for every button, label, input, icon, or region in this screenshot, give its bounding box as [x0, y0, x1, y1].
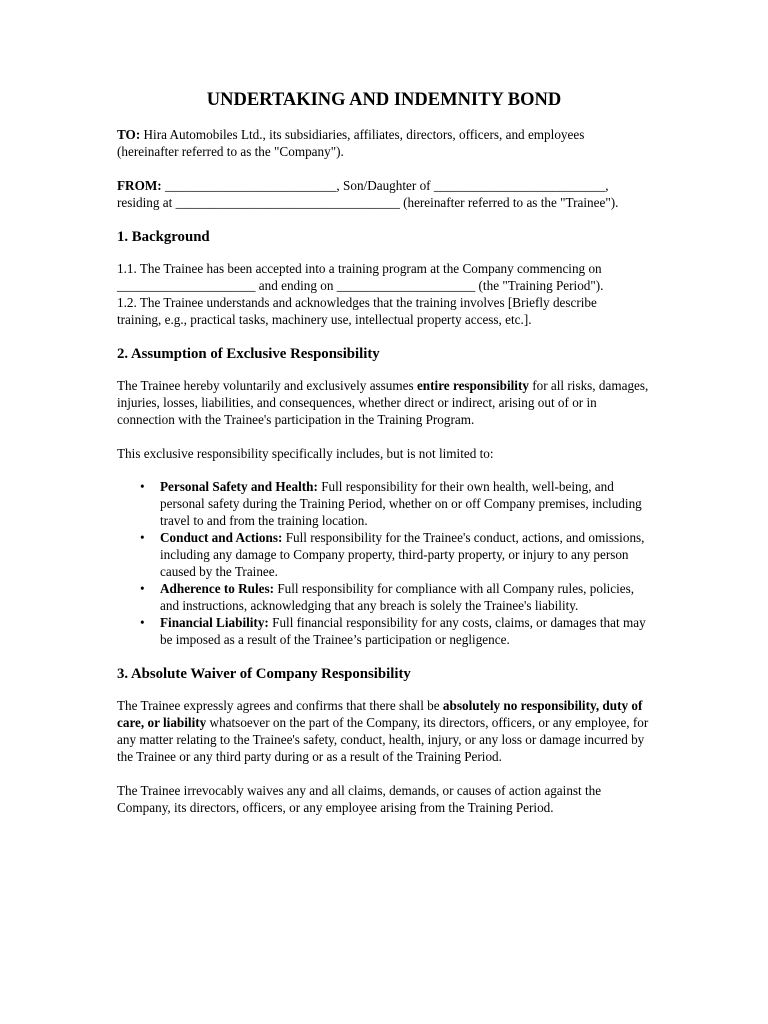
section-3-para-1-bold: absolutely no responsibility, duty of care, or liability [117, 698, 643, 730]
list-item [117, 529, 651, 580]
from-line-2: residing at __________________________________ (hereinafter referred to as the "Trainee"). [117, 195, 619, 210]
clause-1-2-line-1: 1.2. The Trainee understands and acknowledges that the training involves [Briefly describe [117, 295, 597, 310]
list-item-text: Full responsibility for their own health, well-being, and personal safety during the Training Period, whether on or off Company premises, including travel to and from the training location. [160, 479, 642, 528]
section-3-para-1-start: The Trainee expressly agrees and confirms that there shall be [117, 698, 443, 713]
section-2-para-1-start: The Trainee hereby voluntarily and exclusively assumes [117, 378, 417, 393]
bullet-icon: • [140, 615, 145, 630]
list-item-term: Financial Liability: [160, 615, 269, 630]
list-item [117, 478, 651, 529]
section-1-clause-1 [117, 260, 651, 294]
document-title: UNDERTAKING AND INDEMNITY BOND [206, 90, 562, 110]
bullet-icon: • [140, 581, 145, 596]
list-item-term: Conduct and Actions: [160, 530, 283, 545]
section-2-paragraph-2: This exclusive responsibility specifically includes, but is not limited to: [117, 446, 494, 461]
section-1-heading: 1. Background [117, 229, 210, 245]
section-3-paragraph-1 [117, 697, 651, 765]
to-line-2: (hereinafter referred to as the "Company"). [117, 144, 344, 159]
section-3-paragraph-2: The Trainee irrevocably waives any and all claims, demands, or causes of action against the Company, its directors, officers, or any employee arising from the Training Period. [117, 783, 602, 815]
bullet-icon: • [140, 479, 145, 494]
section-3-para-1-end: whatsoever on the part of the Company, its directors, officers, or any employee, for any matter relating to the Trainee's safety, conduct, health, injury, or any loss or damage incurred by the Trainee or any third party during or as a result of the Training Period. [117, 715, 649, 764]
document-page [117, 88, 651, 816]
clause-1-1-line-1: 1.1. The Trainee has been accepted into a training program at the Company commencing on [117, 261, 602, 276]
responsibility-list [117, 478, 651, 648]
clause-1-1-line-2: _____________________ and ending on _____________________ (the "Training Period"). [117, 278, 604, 293]
section-2-paragraph-1 [117, 377, 651, 428]
to-block [117, 126, 651, 160]
from-label: FROM: [117, 178, 162, 193]
to-line-1: Hira Automobiles Ltd., its subsidiaries, affiliates, directors, officers, and employees [140, 127, 585, 142]
bullet-icon: • [140, 530, 145, 545]
from-block [117, 177, 651, 211]
list-item-term: Adherence to Rules: [160, 581, 275, 596]
section-2-para-1-end: for all risks, damages, injuries, losses, liabilities, and consequences, whether direct or indirect, arising out of or in connection with the Trainee's participation in the Training Program. [117, 378, 649, 427]
list-item-term: Personal Safety and Health: [160, 479, 318, 494]
list-item-text: Full responsibility for the Trainee's conduct, actions, and omissions, including any damage to Company property, third-party property, or injury to any person caused by the Trainee. [160, 530, 645, 579]
section-1-clause-2 [117, 294, 651, 328]
list-item-text: Full responsibility for compliance with all Company rules, policies, and instructions, acknowledging that any breach is solely the Trainee's liability. [160, 581, 635, 613]
list-item [117, 580, 651, 614]
section-3-heading: 3. Absolute Waiver of Company Responsibility [117, 666, 411, 682]
list-item [117, 614, 651, 648]
section-2-heading: 2. Assumption of Exclusive Responsibility [117, 346, 380, 362]
clause-1-2-line-2: training, e.g., practical tasks, machinery use, intellectual property access, etc.]. [117, 312, 532, 327]
to-label: TO: [117, 127, 141, 142]
from-line-1: __________________________, Son/Daughter of __________________________, [161, 178, 609, 193]
section-2-para-1-bold: entire responsibility [416, 378, 529, 393]
list-item-text: Full financial responsibility for any costs, claims, or damages that may be imposed as a result of the Trainee’s participation or negligence. [160, 615, 646, 647]
